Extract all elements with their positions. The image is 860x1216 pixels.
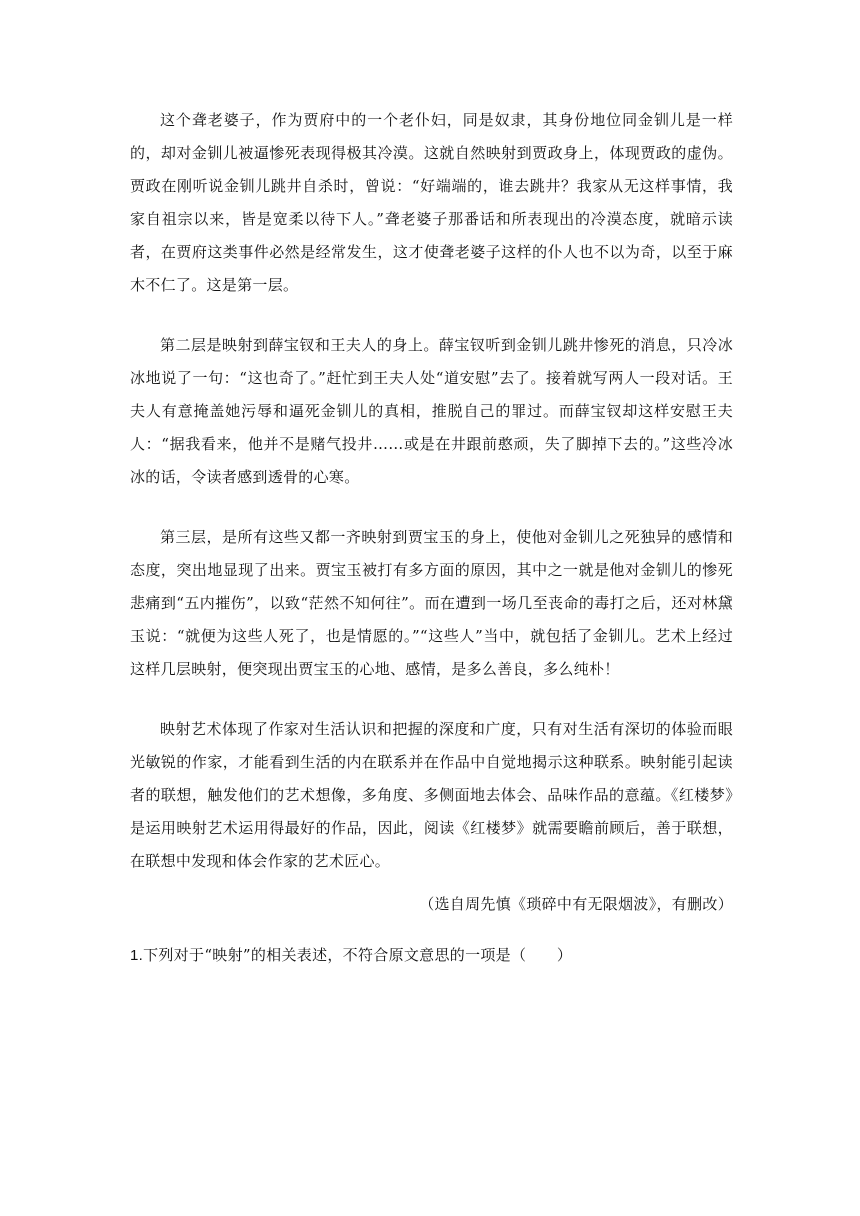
question-1 [130, 939, 733, 972]
question-number: 1. [130, 947, 144, 964]
paragraph-1: 这个聋老婆子，作为贾府中的一个老仆妇，同是奴隶，其身份地位同金钏儿是一样的，却对金钏儿被逼惨死表现得极其冷漠。这就自然映射到贾政身上，体现贾政的虚伪。贾政在刚听说金钏儿跳井自杀时，曾说：“好端端的，谁去跳井？我家从无这样事情，我家自祖宗以来，皆是宽柔以待下人。”聋老婆子那番话和所表现出的冷漠态度，就暗示读者，在贾府这类事件必然是经常发生，这才使聋老婆子这样的仆人也不以为奇，以至于麻木不仁了。这是第一层。 [130, 111, 733, 294]
paragraph-3: 第三层，是所有这些又都一齐映射到贾宝玉的身上，使他对金钏儿之死独异的感情和态度，突出地显现了出来。贾宝玉被打有多方面的原因，其中之一就是他对金钏儿的惨死悲痛到“五内摧伤”，以致“茫然不知何往”。而在遭到一场几至丧命的毒打之后，还对林黛玉说：“就便为这些人死了，也是情愿的。”“这些人”当中，就包括了金钏儿。艺术上经过这样几层映射，便突现出贾宝玉的心地、感情，是多么善良，多么纯朴！ [130, 528, 733, 678]
article-page [130, 104, 733, 972]
paragraph-4: 映射艺术体现了作家对生活认识和把握的深度和广度，只有对生活有深切的体验而眼光敏锐的作家，才能看到生活的内在联系并在作品中自觉地揭示这种联系。映射能引起读者的联想，触发他们的艺术想像，多角度、多侧面地去体会、品味作品的意蕴。《红楼梦》是运用映射艺术运用得最好的作品，因此，阅读《红楼梦》就需要瞻前顾后，善于联想，在联想中发现和体会作家的艺术匠心。 [130, 720, 733, 870]
paragraph-2: 第二层是映射到薛宝钗和王夫人的身上。薛宝钗听到金钏儿跳井惨死的消息，只冷冰冰地说了一句：“这也奇了。”赶忙到王夫人处“道安慰”去了。接着就写两人一段对话。王夫人有意掩盖她污辱和逼死金钏儿的真相，推脱自己的罪过。而薛宝钗却这样安慰王夫人：“据我看来，他并不是赌气投井……或是在井跟前憨顽，失了脚掉下去的。”这些冷冰冰的话，令读者感到透骨的心寒。 [130, 336, 733, 486]
source-citation: （选自周先慎《琐碎中有无限烟波》，有删改） [419, 895, 733, 913]
question-text: 下列对于“映射”的相关表述，不符合原文意思的一项是（ ） [143, 946, 573, 964]
